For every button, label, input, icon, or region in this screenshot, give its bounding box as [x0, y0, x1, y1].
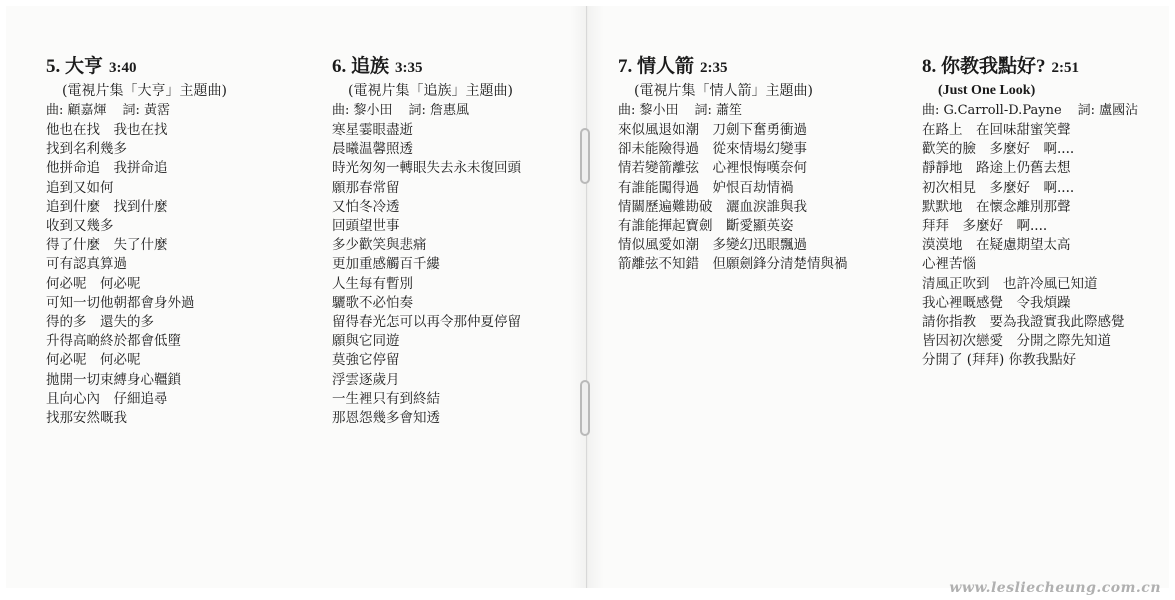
song-title [618, 54, 848, 81]
song-block-7 [618, 54, 848, 275]
song-title [922, 54, 1138, 81]
song-duration: 3:40 [109, 60, 137, 76]
lyric-line: 情關歷遍難勘破 灑血淚誰與我 [618, 198, 807, 215]
lyric-line: 願與它同遊 [332, 333, 400, 350]
song-duration: 3:35 [395, 60, 423, 76]
lyric-line: 追到又如何 [46, 179, 114, 196]
composer-credit: 曲: 黎小田 [332, 103, 393, 118]
lyric-line: 拜拜 多麼好 啊.... [922, 218, 1048, 235]
lyric-line: 莫強它停留 [332, 352, 400, 369]
lyric-line: 且向心內 仔細追尋 [46, 390, 168, 407]
lyric-line: 多少歡笑與悲痛 [332, 237, 427, 254]
lyricist-credit: 詞: 蕭笙 [694, 103, 743, 118]
composer-credit: 曲: 顧嘉煇 [46, 103, 107, 118]
song-subtitle: (電視片集「追族」主題曲) [348, 83, 513, 99]
lyric-line: 有誰能揮起寶劍 斷愛顯英姿 [618, 218, 794, 235]
staple-top [580, 128, 590, 184]
lyric-line: 可知一切他朝都會身外過 [46, 294, 195, 311]
lyric-line: 得了什麼 失了什麼 [46, 237, 168, 254]
lyric-line: 何必呢 何必呢 [46, 352, 141, 369]
lyric-line: 情似風愛如潮 多變幻迅眼飄過 [618, 237, 807, 254]
lyric-line: 來似風退如潮 刀劍下奮勇衝過 [618, 122, 807, 138]
song-title-text: 6. 追族 [332, 56, 390, 77]
lyric-line: 追到什麼 找到什麼 [46, 198, 168, 215]
song-credits [46, 101, 227, 121]
lyric-line: 默默地 在懷念離別那聲 [922, 198, 1071, 215]
lyric-line: 箭離弦不知錯 但願劍鋒分清楚情與禍 [618, 256, 848, 273]
lyric-line: 又怕冬冷透 [332, 198, 400, 215]
lyrics-list [46, 121, 227, 428]
lyric-line: 留得春光怎可以再令那仲夏停留 [332, 314, 521, 331]
song-duration: 2:51 [1051, 60, 1080, 76]
song-title [46, 54, 227, 81]
lyric-line: 升得高啲終於都會低墮 [46, 333, 181, 350]
song-title [332, 54, 521, 81]
lyric-line: 拋開一切束縛身心韁鎖 [46, 371, 181, 388]
song-block-5 [46, 54, 227, 428]
lyric-line: 更加重感觸百千縷 [332, 256, 440, 273]
lyric-line: 回頭望世事 [332, 218, 400, 235]
lyric-line: 他也在找 我也在找 [46, 122, 168, 138]
lyric-line: 可有認真算過 [46, 256, 127, 273]
song-subtitle: (電視片集「大亨」主題曲) [62, 83, 227, 99]
lyric-line: 漠漠地 在疑慮期望太高 [922, 237, 1071, 254]
lyric-line: 請你指教 要為我證實我此際感覺 [922, 314, 1125, 331]
composer-credit: 曲: 黎小田 [618, 103, 679, 118]
lyric-line: 找到名利幾多 [46, 141, 127, 158]
lyric-line: 在路上 在回味甜蜜笑聲 [922, 122, 1071, 138]
song-title-text: 8. 你教我點好? [922, 56, 1046, 77]
lyric-line: 心裡苦惱 [922, 256, 976, 273]
lyric-line: 他拼命追 我拼命追 [46, 160, 168, 177]
song-subtitle: (電視片集「情人箭」主題曲) [634, 83, 813, 99]
composer-credit: 曲: G.Carroll-D.Payne [922, 103, 1062, 118]
lyric-line: 驪歌不必怕奏 [332, 294, 413, 311]
song-credits [618, 101, 848, 121]
lyric-line: 人生每有暫別 [332, 275, 413, 292]
lyricist-credit: 詞: 詹惠風 [408, 103, 470, 118]
lyrics-list [332, 121, 521, 428]
lyric-line: 浮雲逐歲月 [332, 371, 400, 388]
lyricist-credit: 詞: 黃霑 [122, 103, 171, 118]
lyric-line: 清風正吹到 也許冷風已知道 [922, 275, 1098, 292]
lyric-line: 一生裡只有到終結 [332, 390, 440, 407]
lyric-line: 我心裡嘅感覺 令我煩躁 [922, 294, 1071, 311]
lyric-line: 晨曦温馨照透 [332, 141, 413, 158]
lyric-line: 那恩怨幾多會知透 [332, 410, 440, 427]
lyric-line: 寒星霎眼盡逝 [332, 122, 413, 138]
lyric-line: 得的多 還失的多 [46, 314, 154, 331]
song-subtitle: (Just One Look) [938, 83, 1036, 98]
lyric-line: 靜靜地 路途上仍舊去想 [922, 160, 1071, 177]
song-block-6 [332, 54, 521, 428]
lyric-line: 初次相見 多麼好 啊.... [922, 179, 1075, 196]
lyric-line: 收到又幾多 [46, 218, 114, 235]
lyric-line: 願那春常留 [332, 179, 400, 196]
lyric-line: 何必呢 何必呢 [46, 275, 141, 292]
lyric-line: 時光匆匆一轉眼失去永未復回頭 [332, 160, 521, 177]
booklet-fold [570, 6, 604, 588]
lyric-line: 有誰能闖得過 妒恨百劫情禍 [618, 179, 794, 196]
lyrics-list [922, 121, 1138, 371]
lyric-line: 分開了 (拜拜) 你教我點好 [922, 352, 1077, 369]
song-block-8 [922, 54, 1138, 371]
website-watermark: www.lesliecheung.com.cn [949, 580, 1161, 596]
song-title-text: 7. 情人箭 [618, 56, 695, 77]
song-duration: 2:35 [700, 60, 728, 76]
song-credits [332, 101, 521, 121]
lyric-line: 情若變箭離弦 心裡恨悔嘆奈何 [618, 160, 807, 177]
song-credits [922, 101, 1138, 121]
lyric-line: 找那安然嘅我 [46, 410, 127, 427]
lyricist-credit: 詞: 盧國沾 [1077, 103, 1139, 118]
staple-bottom [580, 380, 590, 436]
song-title-text: 5. 大亨 [46, 56, 104, 77]
lyric-line: 歡笑的臉 多麼好 啊.... [922, 141, 1075, 158]
lyric-line: 卻未能險得過 從來情場幻變事 [618, 141, 807, 158]
lyric-line: 皆因初次戀愛 分開之際先知道 [922, 333, 1111, 350]
lyrics-list [618, 121, 848, 275]
